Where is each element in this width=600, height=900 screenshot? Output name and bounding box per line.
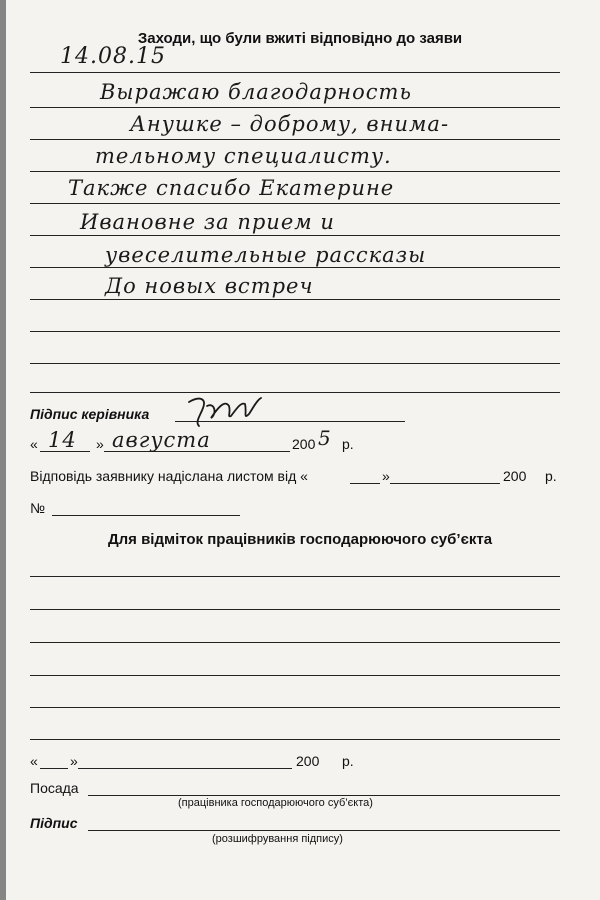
- position-line: [88, 795, 560, 796]
- position-label: Посада: [30, 780, 79, 796]
- handwritten-line: тельному специалисту.: [95, 144, 392, 168]
- section2-title: Для відміток працівників господарюючого суб’єкта: [107, 531, 493, 548]
- date-close-quote: »: [96, 436, 104, 452]
- head-signature: [185, 392, 265, 430]
- date2-year-suffix: р.: [342, 753, 354, 769]
- date2-year: 200: [296, 753, 320, 769]
- handwritten-date: 14.08.15: [60, 44, 166, 69]
- date-open-quote: «: [30, 436, 38, 452]
- handwritten-month: августа: [112, 428, 211, 452]
- ruled-line: [30, 107, 560, 108]
- position-caption: (працівника господарюючого суб’єкта): [178, 797, 373, 809]
- ruled-line: [30, 675, 560, 676]
- handwritten-year-digit: 5: [318, 426, 332, 450]
- signature-line: [88, 830, 560, 831]
- ruled-line: [30, 72, 560, 73]
- ruled-line: [30, 707, 560, 708]
- handwritten-line: Также спасибо Екатерине: [68, 176, 395, 200]
- signature-label: Підпис: [30, 815, 78, 831]
- handwritten-day: 14: [48, 428, 77, 452]
- year-suffix: р.: [342, 436, 354, 452]
- ruled-line: [30, 267, 560, 268]
- date2-day-line: [40, 768, 68, 769]
- handwritten-line: Анушке – доброму, внима-: [130, 112, 450, 136]
- handwritten-line: Ивановне за прием и: [80, 210, 335, 234]
- handwritten-line: Выражаю благодарность: [100, 80, 412, 104]
- handwritten-line: До новых встреч: [105, 274, 314, 298]
- ruled-line: [30, 171, 560, 172]
- ruled-line: [30, 642, 560, 643]
- scan-edge: [0, 0, 6, 900]
- year-prefix: 200: [292, 436, 316, 452]
- ruled-line: [30, 363, 560, 364]
- signature-caption: (розшифрування підпису): [212, 833, 343, 845]
- ruled-line: [30, 299, 560, 300]
- reply-day-line: [350, 483, 380, 484]
- handwritten-line: увеселительные рассказы: [105, 243, 427, 267]
- date2-close-quote: »: [70, 753, 78, 769]
- ruled-line: [30, 392, 560, 393]
- ruled-line: [30, 203, 560, 204]
- ruled-line: [30, 331, 560, 332]
- ruled-line: [30, 576, 560, 577]
- date2-month-line: [78, 768, 292, 769]
- form-title: Заходи, що були вжиті відповідно до заяви: [137, 30, 463, 47]
- reply-year: 200: [503, 468, 527, 484]
- reply-label: Відповідь заявнику надісланa листом від «: [30, 468, 308, 484]
- reply-close-quote: »: [382, 468, 390, 484]
- reply-month-line: [390, 483, 500, 484]
- number-line: [52, 515, 240, 516]
- reply-year-suffix: р.: [545, 468, 557, 484]
- number-label: №: [30, 500, 46, 516]
- ruled-line: [30, 739, 560, 740]
- ruled-line: [30, 235, 560, 236]
- head-signature-label: Підпис керівника: [30, 406, 150, 422]
- ruled-line: [30, 609, 560, 610]
- date2-open-quote: «: [30, 753, 38, 769]
- ruled-line: [30, 139, 560, 140]
